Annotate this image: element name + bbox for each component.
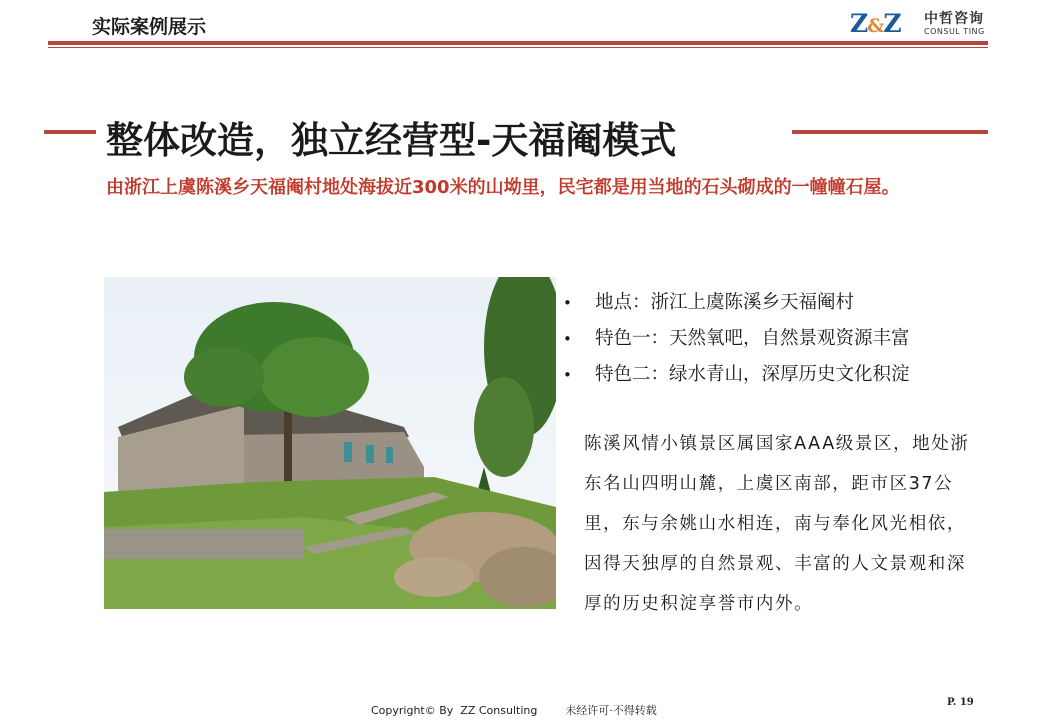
title-decoration-right [792, 130, 988, 134]
section-title: 实际案例展示 [92, 16, 207, 38]
feature-location: • 地点：浙江上虞陈溪乡天福阉村 [563, 290, 993, 326]
header-divider-thin [48, 47, 988, 48]
bullet-icon: • [563, 366, 572, 384]
page-number: P. 19 [947, 697, 974, 708]
scenic-area-description: 陈溪风情小镇景区属国家AAA级景区，地处浙东名山四明山麓，上虞区南部，距市区37公里，东与余姚山水相连，南与奉化风光相依，因得天独厚的自然景观、丰富的人文景观和深厚的历史积淀享誉市内外。 [584, 434, 970, 614]
header-divider-thick [48, 41, 988, 45]
logo-chinese-name: 中哲咨询 [924, 11, 984, 27]
feature-list [563, 290, 993, 398]
bullet-icon: • [563, 330, 572, 348]
village-stone-house-photo [104, 277, 556, 609]
slide-subtitle: 由浙江上虞陈溪乡天福阉村地处海拔近300米的山坳里，民宅都是用当地的石头砌成的一幢幢石屋。 [106, 177, 900, 198]
logo-mark: Z&Z [850, 9, 901, 38]
feature-one: • 特色一：天然氧吧，自然景观资源丰富 [563, 326, 993, 362]
slide-title: 整体改造，独立经营型-天福阉模式 [106, 119, 677, 162]
title-decoration-left [44, 130, 96, 134]
footer-copyright: Copyright© By ZZ Consulting 未经许可·不得转载 [371, 704, 657, 717]
logo-english-name: CONSUL TING [924, 27, 985, 36]
bullet-icon: • [563, 294, 572, 312]
feature-two: • 特色二：绿水青山，深厚历史文化积淀 [563, 362, 993, 398]
company-logo [850, 8, 990, 40]
